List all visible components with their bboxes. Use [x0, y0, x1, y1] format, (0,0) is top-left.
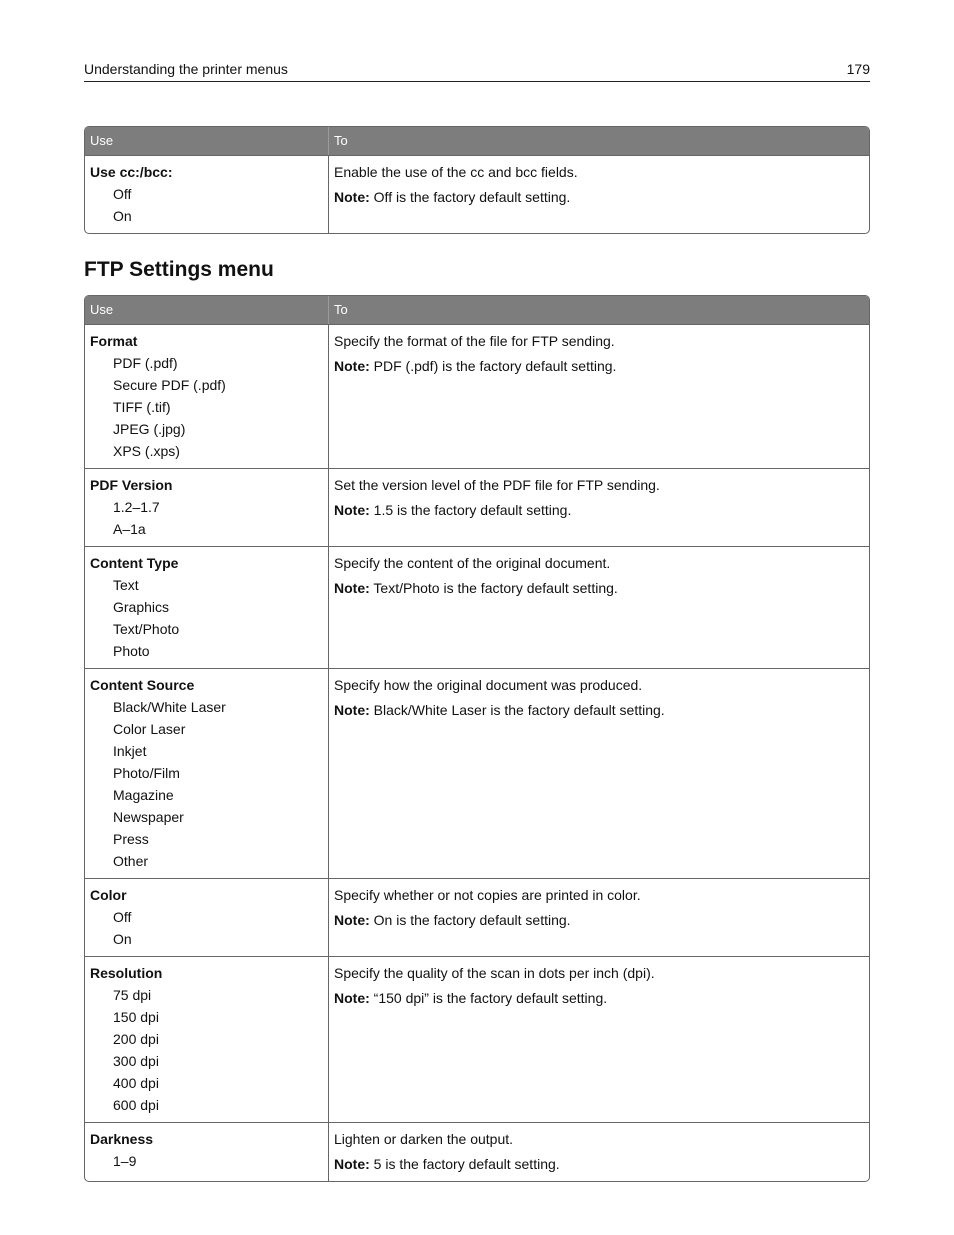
note-text: Text/Photo is the factory default setting. [369, 580, 618, 596]
setting-option: A–1a [113, 521, 146, 537]
setting-cell [85, 468, 329, 546]
description-text: Specify whether or not copies are printed in color. [334, 887, 641, 903]
setting-option: Secure PDF (.pdf) [113, 377, 226, 393]
setting-cell [85, 668, 329, 878]
setting-option: Press [113, 831, 149, 847]
setting-option: Text [113, 577, 139, 593]
setting-option: JPEG (.jpg) [113, 421, 186, 437]
table-row [85, 155, 869, 233]
note-text: “150 dpi” is the factory default setting. [369, 990, 608, 1006]
note-label: Note: [334, 580, 370, 596]
setting-name: PDF Version [90, 477, 173, 493]
column-header-use: Use [85, 296, 329, 324]
note-label: Note: [334, 912, 370, 928]
description-cell [329, 668, 869, 878]
setting-option: Text/Photo [113, 621, 180, 637]
note-label: Note: [334, 358, 370, 374]
setting-option: Photo [113, 643, 150, 659]
note-label: Note: [334, 702, 370, 718]
description-text: Set the version level of the PDF file for FTP sending. [334, 477, 660, 493]
setting-option: 600 dpi [113, 1097, 159, 1113]
setting-cell [85, 155, 329, 233]
note-label: Note: [334, 990, 370, 1006]
table-row [85, 1122, 869, 1181]
note-text: 5 is the factory default setting. [369, 1156, 560, 1172]
setting-name: Color [90, 887, 127, 903]
setting-option: Other [113, 853, 149, 869]
setting-name: Resolution [90, 965, 163, 981]
header-section-title: Understanding the printer menus [84, 61, 288, 77]
table-row [85, 468, 869, 546]
setting-option: Off [113, 909, 132, 925]
setting-option: Graphics [113, 599, 170, 615]
page-header [84, 60, 870, 82]
setting-option: TIFF (.tif) [113, 399, 171, 415]
note-label: Note: [334, 502, 370, 518]
setting-option: On [113, 931, 132, 947]
note-label: Note: [334, 189, 370, 205]
setting-option: Color Laser [113, 721, 186, 737]
table-row [85, 878, 869, 956]
setting-option: Black/White Laser [113, 699, 226, 715]
setting-option: 200 dpi [113, 1031, 159, 1047]
setting-cell [85, 324, 329, 468]
note [334, 699, 864, 721]
note [334, 1153, 864, 1175]
note [334, 577, 864, 599]
note [334, 355, 864, 377]
setting-option: 150 dpi [113, 1009, 159, 1025]
description-text: Lighten or darken the output. [334, 1131, 514, 1147]
setting-cell [85, 878, 329, 956]
setting-option: 300 dpi [113, 1053, 159, 1069]
setting-option: Inkjet [113, 743, 147, 759]
setting-option: 1–9 [113, 1153, 137, 1169]
note-text: 1.5 is the factory default setting. [369, 502, 572, 518]
table-header-row [85, 296, 869, 324]
note [334, 186, 864, 208]
description-cell [329, 956, 869, 1122]
setting-name: Content Source [90, 677, 195, 693]
note-text: On is the factory default setting. [369, 912, 571, 928]
column-header-use: Use [85, 127, 329, 155]
description-text: Specify the format of the file for FTP sending. [334, 333, 615, 349]
description-cell [329, 468, 869, 546]
setting-name: Use cc:/bcc: [90, 164, 173, 180]
setting-option: Newspaper [113, 809, 184, 825]
description-cell [329, 155, 869, 233]
column-header-to: To [329, 127, 869, 155]
description-cell [329, 878, 869, 956]
description-cell [329, 546, 869, 668]
table-row [85, 324, 869, 468]
note [334, 909, 864, 931]
setting-name: Format [90, 333, 138, 349]
section-heading: FTP Settings menu [84, 258, 274, 281]
table-row [85, 956, 869, 1122]
setting-option: On [113, 208, 132, 224]
page-number: 179 [846, 61, 870, 77]
column-header-to: To [329, 296, 869, 324]
table-row [85, 546, 869, 668]
table-header-row [85, 127, 869, 155]
cc-bcc-table [84, 126, 870, 234]
setting-option: XPS (.xps) [113, 443, 180, 459]
note [334, 987, 864, 1009]
note-label: Note: [334, 1156, 370, 1172]
description-text: Enable the use of the cc and bcc fields. [334, 164, 578, 180]
setting-option: Off [113, 186, 132, 202]
description-text: Specify the content of the original document. [334, 555, 611, 571]
description-cell [329, 324, 869, 468]
note-text: Off is the factory default setting. [369, 189, 571, 205]
description-text: Specify how the original document was produced. [334, 677, 643, 693]
setting-option: Magazine [113, 787, 174, 803]
setting-option: Photo/Film [113, 765, 180, 781]
setting-name: Content Type [90, 555, 179, 571]
table-row [85, 668, 869, 878]
setting-name: Darkness [90, 1131, 154, 1147]
note-text: PDF (.pdf) is the factory default setting. [369, 358, 617, 374]
setting-cell [85, 1122, 329, 1181]
note [334, 499, 864, 521]
setting-option: PDF (.pdf) [113, 355, 178, 371]
setting-option: 400 dpi [113, 1075, 159, 1091]
setting-cell [85, 956, 329, 1122]
note-text: Black/White Laser is the factory default setting. [369, 702, 665, 718]
setting-option: 75 dpi [113, 987, 152, 1003]
setting-cell [85, 546, 329, 668]
description-cell [329, 1122, 869, 1181]
ftp-settings-table [84, 295, 870, 1182]
setting-option: 1.2–1.7 [113, 499, 160, 515]
description-text: Specify the quality of the scan in dots per inch (dpi). [334, 965, 655, 981]
